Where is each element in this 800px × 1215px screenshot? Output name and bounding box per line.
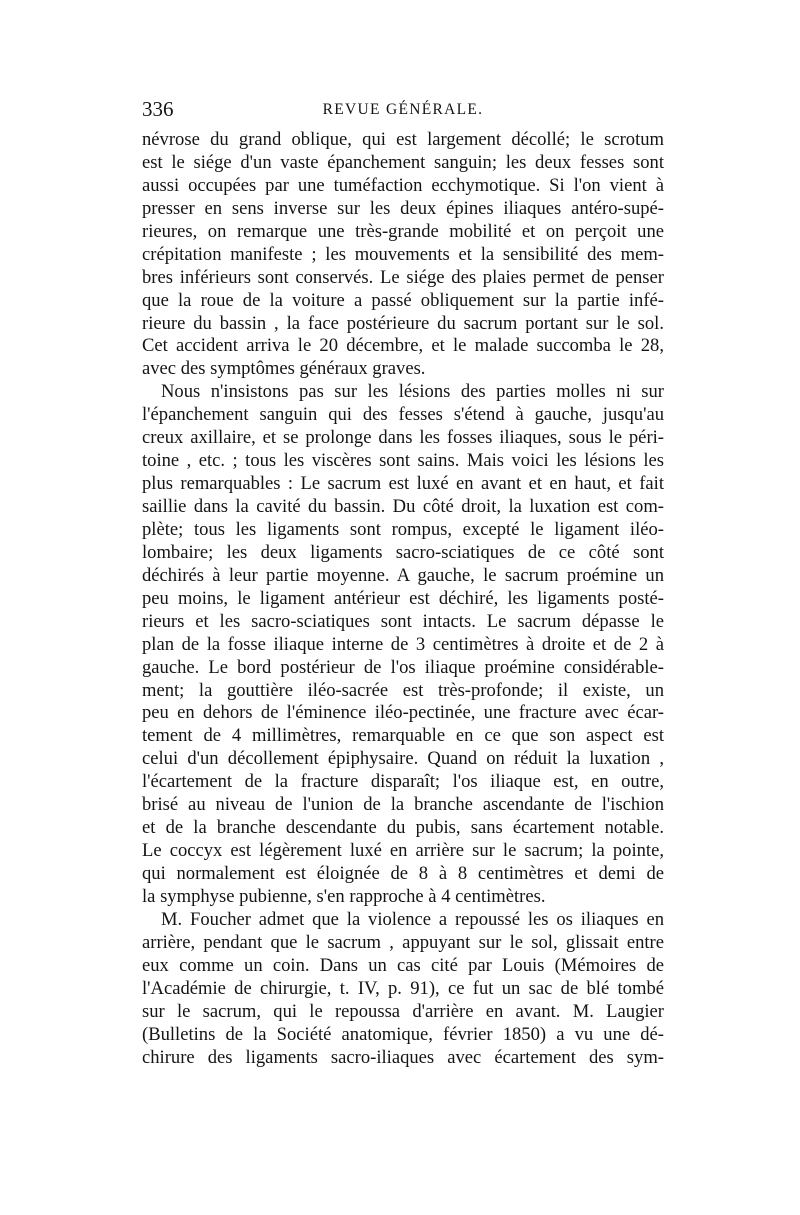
paragraph-start-line: M. Foucher admet que la violence a repoussé les os iliaques en xyxy=(161,908,664,930)
running-title: REVUE GÉNÉRALE. xyxy=(322,101,484,118)
text-line: chirure des ligaments sacro-iliaques avec écartement des sym- xyxy=(142,1046,664,1068)
text-line: Le coccyx est légèrement luxé en arrière sur le sacrum; la pointe, xyxy=(142,840,664,862)
text-line: toine , etc. ; tous les viscères sont sains. Mais voici les lésions les xyxy=(142,450,664,472)
text-line: peu en dehors de l'éminence iléo-pectinée, une fracture avec écar- xyxy=(142,702,664,724)
text-line: sur le sacrum, qui le repoussa d'arrière en avant. M. Laugier xyxy=(142,1000,664,1022)
text-line: que la roue de la voiture a passé obliquement sur la partie infé- xyxy=(142,289,664,311)
text-line: qui normalement est éloignée de 8 à 8 centimètres et demi de xyxy=(142,863,664,884)
page-header xyxy=(142,96,664,122)
text-line: ment; la gouttière iléo-sacrée est très-profonde; il existe, un xyxy=(142,679,664,701)
text-line: l'écartement de la fracture disparaît; l'os iliaque est, en outre, xyxy=(142,771,664,793)
text-line: arrière, pendant que le sacrum , appuyant sur le sol, glissait entre xyxy=(142,931,664,953)
text-line: plus remarquables : Le sacrum est luxé en avant et en haut, et fait xyxy=(142,473,664,495)
text-line: rieurs et les sacro-sciatiques sont intacts. Le sacrum dépasse le xyxy=(142,610,664,632)
text-line: l'Académie de chirurgie, t. IV, p. 91), ce fut un sac de blé tombé xyxy=(142,977,664,999)
text-line: la symphyse pubienne, s'en rapproche à 4 centimètres. xyxy=(142,885,546,907)
text-line: et de la branche descendante du pubis, sans écartement notable. xyxy=(142,817,664,839)
text-line: peu moins, le ligament antérieur est déchiré, les ligaments posté- xyxy=(142,587,664,609)
text-line: rieures, on remarque une très-grande mobilité et on perçoit une xyxy=(142,220,664,242)
text-line: tement de 4 millimètres, remarquable en ce que son aspect est xyxy=(142,725,664,747)
text-line: l'épanchement sanguin qui des fesses s'étend à gauche, jusqu'au xyxy=(142,404,664,426)
text-line: celui d'un décollement épiphysaire. Quand on réduit la luxation , xyxy=(142,748,664,770)
text-line: saillie dans la cavité du bassin. Du côté droit, la luxation est com- xyxy=(142,496,664,517)
text-line: plan de la fosse iliaque interne de 3 centimètres à droite et de 2 à xyxy=(142,633,664,655)
text-line: plète; tous les ligaments sont rompus, excepté le ligament iléo- xyxy=(142,518,664,540)
text-line: bres inférieurs sont conservés. Le siége des plaies permet de penser xyxy=(142,266,664,288)
text-line: Cet accident arriva le 20 décembre, et le malade succomba le 28, xyxy=(142,335,664,357)
text-line: presser en sens inverse sur les deux épines iliaques antéro-supé- xyxy=(142,197,664,219)
text-line: rieure du bassin , la face postérieure du sacrum portant sur le sol. xyxy=(142,312,664,334)
text-line: (Bulletins de la Société anatomique, février 1850) a vu une dé- xyxy=(142,1023,664,1045)
text-line: gauche. Le bord postérieur de l'os iliaque proémine considérable- xyxy=(142,656,664,678)
text-line: déchirés à leur partie moyenne. A gauche, le sacrum proémine un xyxy=(142,564,664,586)
text-line: creux axillaire, et se prolonge dans les fosses iliaques, sous le péri- xyxy=(142,427,664,449)
text-line: crépitation manifeste ; les mouvements et la sensibilité des mem- xyxy=(142,243,664,265)
text-line: avec des symptômes généraux graves. xyxy=(142,358,426,380)
text-line: brisé au niveau de l'union de la branche ascendante de l'ischion xyxy=(142,794,664,816)
text-line: eux comme un coin. Dans un cas cité par Louis (Mémoires de xyxy=(142,954,664,976)
text-line: aussi occupées par une tuméfaction ecchymotique. Si l'on vient à xyxy=(142,174,664,196)
page-number: 336 xyxy=(142,97,174,121)
paragraph-start-line: Nous n'insistons pas sur les lésions des parties molles ni sur xyxy=(161,381,664,403)
text-line: lombaire; les deux ligaments sacro-sciatiques de ce côté sont xyxy=(142,541,664,563)
text-line: névrose du grand oblique, qui est largement décollé; le scrotum xyxy=(142,129,664,150)
body-text xyxy=(142,129,664,1069)
text-line: est le siége d'un vaste épanchement sanguin; les deux fesses sont xyxy=(142,151,664,173)
